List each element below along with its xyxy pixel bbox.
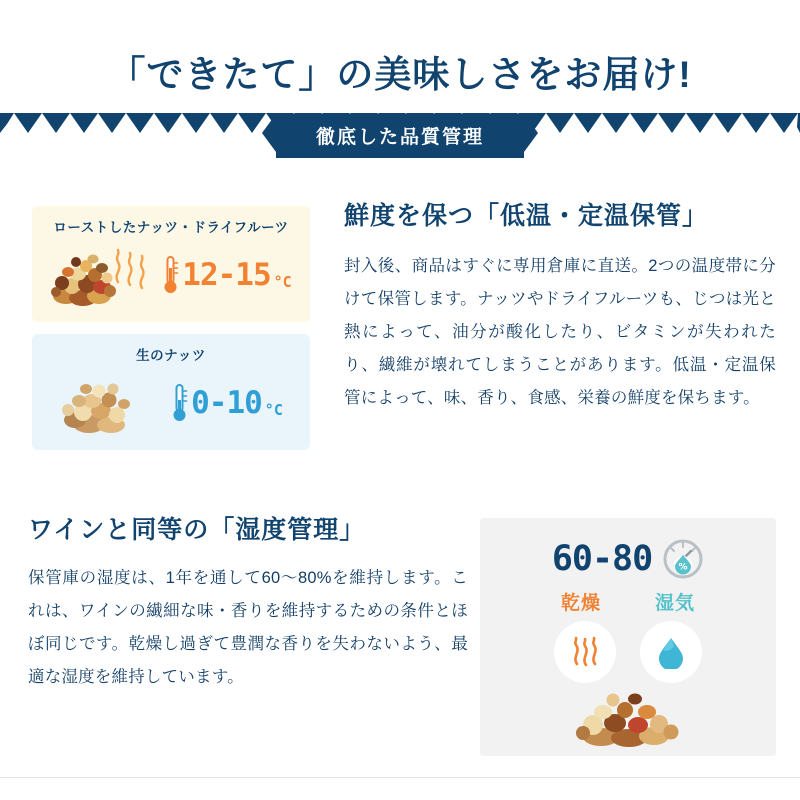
humidity-icon-row: [480, 621, 776, 683]
temperature-readout-raw: [171, 382, 283, 424]
card-title-roasted: ローストしたナッツ・ドライフルーツ: [53, 220, 289, 235]
humidity-readout: [480, 518, 776, 580]
humidity-label-dry: 乾燥: [560, 593, 601, 614]
temperature-cards: [32, 206, 310, 462]
section-humidity: [0, 500, 800, 760]
humidity-text-block: [28, 510, 468, 694]
ribbon-banner: 徹底した品質管理: [276, 114, 524, 158]
raw-nuts-image: [59, 370, 163, 436]
temperature-card-roasted: [32, 206, 310, 322]
humidity-label-wet: 湿気: [655, 593, 696, 614]
temperature-card-raw: [32, 334, 310, 450]
humidity-labels: [480, 588, 776, 615]
water-drop-icon: [654, 635, 688, 669]
dry-icon-circle: [554, 621, 616, 683]
footer-divider: [0, 777, 800, 778]
humidity-body: 保管庫の湿度は、1年を通して60〜80%を維持します。これは、ワインの繊細な味・香りを維持するための条件とほぼ同じです。乾燥し過ぎて豊潤な香りを失わないよう、最適な湿度を維持しています。: [28, 569, 468, 686]
humidity-heading: ワインと同等の「湿度管理」: [28, 516, 366, 544]
card-body-raw: [32, 368, 310, 438]
thermometer-icon: [162, 254, 179, 296]
humidity-nuts-image: [480, 685, 776, 747]
humidity-value: 60-80: [551, 539, 653, 579]
heat-waves-icon: [568, 635, 602, 669]
temperature-body: 封入後、商品はすぐに専用倉庫に直送。2つの温度帯に分けて保管します。ナッツやドライフルーツも、じつは光と熱によって、油分が酸化したり、ビタミンが失われたり、繊維が壊れてしまうことがあります。低温・定温保管によって、味、香り、食感、栄養の鮮度を保ちます。: [344, 257, 776, 407]
thermometer-icon: [171, 382, 188, 424]
moisture-icon-circle: [640, 621, 702, 683]
header: [0, 0, 800, 160]
section-temperature: [0, 196, 800, 486]
card-body-roasted: [32, 240, 310, 310]
roasted-nuts-image: [50, 242, 154, 308]
card-title-raw: 生のナッツ: [136, 348, 206, 363]
page-title: 「できたて」の美味しさをお届け!: [108, 54, 692, 95]
humidity-panel: [480, 518, 776, 756]
svg-text:%: %: [678, 562, 688, 573]
temperature-value-raw: 0-10: [191, 385, 262, 421]
temperature-value-roasted: 12-15: [182, 257, 271, 293]
temperature-heading: 鮮度を保つ「低温・定温保管」: [344, 202, 709, 230]
humidity-gauge-icon: [662, 538, 704, 580]
temperature-text-block: [344, 196, 776, 415]
temperature-readout-roasted: [162, 254, 291, 296]
temperature-unit-roasted: °C: [273, 273, 292, 291]
temperature-unit-raw: °C: [264, 401, 283, 419]
